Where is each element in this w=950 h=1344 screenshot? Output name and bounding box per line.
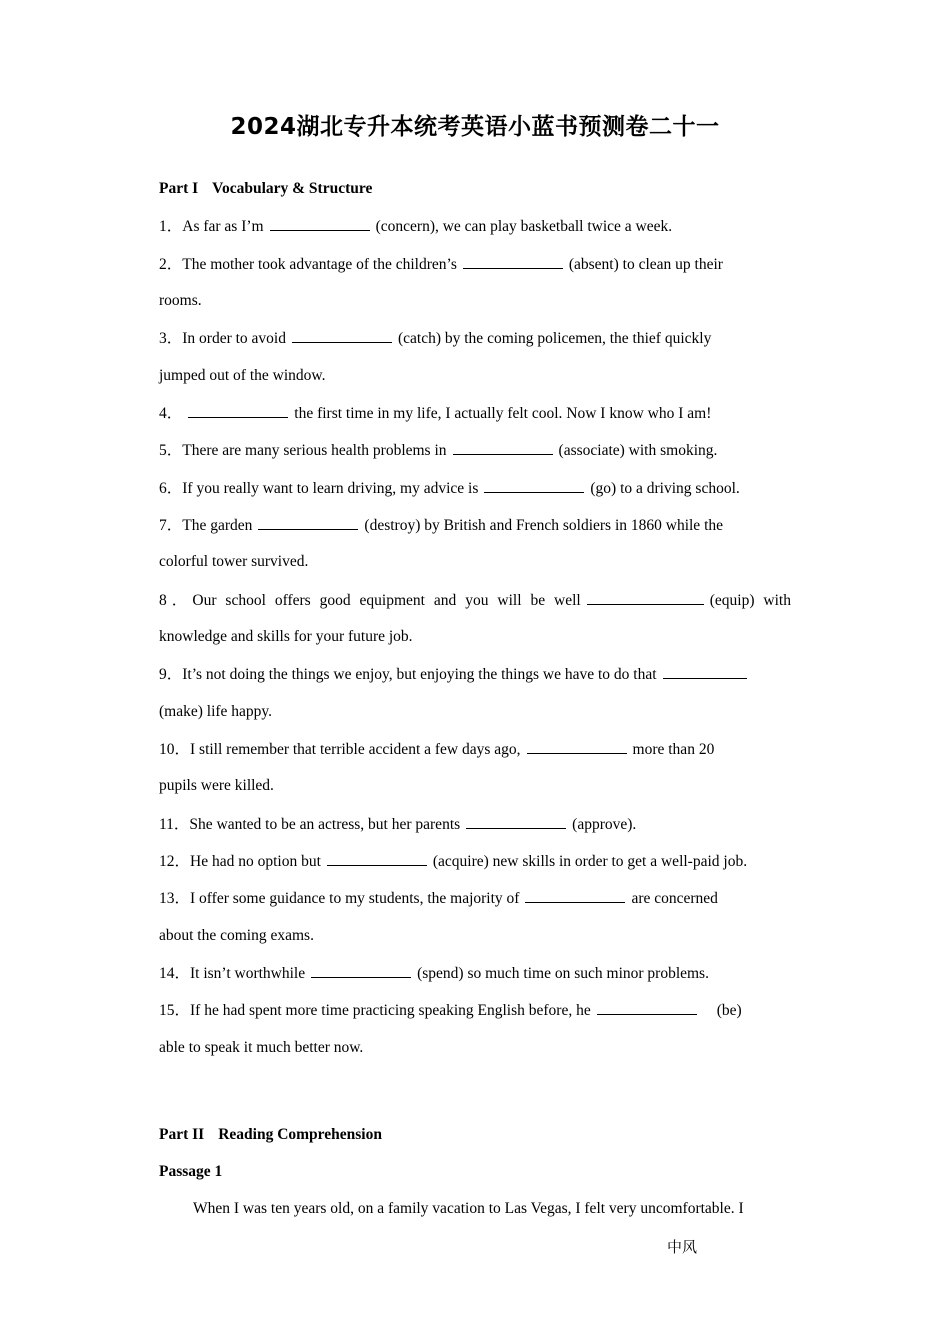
question-4 xyxy=(159,403,799,424)
passage-first-line: When I was ten years old, on a family vacation to Las Vegas, I felt very uncomfortable. I xyxy=(193,1200,744,1217)
question-text: (spend) so much time on such minor problems. xyxy=(417,965,709,982)
page-footer: 中风 xyxy=(667,1238,698,1256)
question-text: (associate) with smoking. xyxy=(558,442,718,459)
question-text: (absent) to clean up their xyxy=(568,256,723,273)
answer-blank[interactable] xyxy=(258,515,358,530)
question-text: (equip) with xyxy=(709,592,791,609)
question-1 xyxy=(159,216,799,237)
question-text: (acquire) new skills in order to get a well-paid job. xyxy=(432,853,748,870)
answer-blank[interactable] xyxy=(587,590,704,605)
question-15 xyxy=(159,1000,799,1021)
part1-name: Vocabulary & Structure xyxy=(212,180,373,197)
question-15-continued: able to speak it much better now. xyxy=(159,1039,364,1056)
question-3 xyxy=(159,328,799,349)
question-text: (approve). xyxy=(572,816,637,833)
question-text: 15．If he had spent more time practicing speaking English before, he xyxy=(159,1002,591,1019)
question-text: 6．If you really want to learn driving, my advice is xyxy=(159,480,479,497)
answer-blank[interactable] xyxy=(292,328,392,343)
question-text: 7．The garden xyxy=(159,517,253,534)
question-text: 4． xyxy=(159,405,183,422)
question-text: 3．In order to avoid xyxy=(159,330,286,347)
question-text: are concerned xyxy=(631,890,718,907)
answer-blank[interactable] xyxy=(270,216,370,231)
question-text: 9．It’s not doing the things we enjoy, but enjoying the things we have to do that xyxy=(159,666,657,683)
question-text: 2．The mother took advantage of the children’s xyxy=(159,256,457,273)
question-14 xyxy=(159,963,799,984)
question-text: (concern), we can play basketball twice a week. xyxy=(375,218,673,235)
answer-blank[interactable] xyxy=(327,851,427,866)
question-7 xyxy=(159,515,799,536)
answer-blank[interactable] xyxy=(463,254,563,269)
question-10 xyxy=(159,739,799,760)
answer-blank[interactable] xyxy=(525,888,625,903)
question-text: the first time in my life, I actually felt cool. Now I know who I am! xyxy=(294,405,712,422)
answer-blank[interactable] xyxy=(311,963,411,978)
question-text: 12．He had no option but xyxy=(159,853,321,870)
question-text: (destroy) by British and French soldiers in 1860 while the xyxy=(364,517,724,534)
question-9-continued: (make) life happy. xyxy=(159,703,273,720)
question-7-continued: colorful tower survived. xyxy=(159,553,309,570)
question-text: 11．She wanted to be an actress, but her parents xyxy=(159,816,461,833)
answer-blank[interactable] xyxy=(484,478,584,493)
part2-label: Part II xyxy=(159,1126,205,1143)
answer-blank[interactable] xyxy=(527,739,627,754)
question-text: 8．Our school offers good equipment and you will be well xyxy=(159,592,581,609)
part2-heading xyxy=(159,1125,799,1145)
question-text: 14．It isn’t worthwhile xyxy=(159,965,306,982)
answer-blank[interactable] xyxy=(453,440,553,455)
question-8 xyxy=(159,590,791,611)
part1-label: Part I xyxy=(159,180,199,197)
question-2-continued: rooms. xyxy=(159,292,202,309)
passage-heading: Passage 1 xyxy=(159,1163,223,1180)
answer-blank[interactable] xyxy=(188,403,288,418)
question-2 xyxy=(159,254,799,275)
question-text: 13．I offer some guidance to my students, the majority of xyxy=(159,890,520,907)
question-11 xyxy=(159,814,799,835)
question-text: more than 20 xyxy=(632,741,715,758)
question-10-continued: pupils were killed. xyxy=(159,777,274,794)
question-text: (catch) by the coming policemen, the thief quickly xyxy=(397,330,712,347)
answer-blank[interactable] xyxy=(466,814,566,829)
question-3-continued: jumped out of the window. xyxy=(159,367,326,384)
answer-blank[interactable] xyxy=(597,1000,697,1015)
part2-name: Reading Comprehension xyxy=(218,1126,382,1143)
answer-blank[interactable] xyxy=(663,664,747,679)
question-text: (be) xyxy=(716,1002,742,1019)
question-5 xyxy=(159,440,799,461)
question-text: 1．As far as I’m xyxy=(159,218,264,235)
question-9 xyxy=(159,664,799,685)
question-13-continued: about the coming exams. xyxy=(159,927,314,944)
question-13 xyxy=(159,888,799,909)
part1-heading xyxy=(159,179,799,199)
page-title: 2024湖北专升本统考英语小蓝书预测卷二十一 xyxy=(230,114,720,140)
question-text: 10．I still remember that terrible accident a few days ago, xyxy=(159,741,521,758)
question-8-continued: knowledge and skills for your future job. xyxy=(159,628,413,645)
question-6 xyxy=(159,478,799,499)
question-12 xyxy=(159,851,799,872)
question-text: (go) to a driving school. xyxy=(590,480,740,497)
question-text: 5．There are many serious health problems in xyxy=(159,442,447,459)
